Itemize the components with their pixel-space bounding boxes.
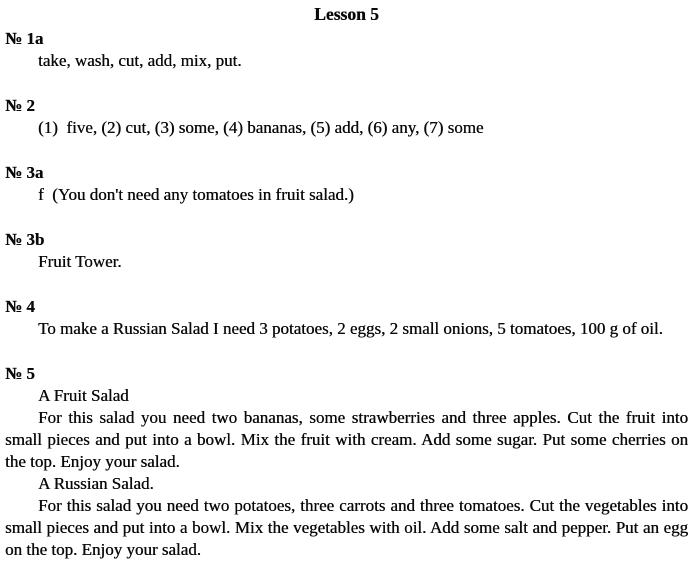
section-heading: № 3a	[5, 163, 44, 182]
section-2	[5, 95, 688, 139]
section-paragraph: For this salad you need two potatoes, three carrots and three tomatoes. Cut the vegetables into small pieces and put into a bowl. Mix the vegetables with oil. Add some salt and pepper. Put an egg on the top. Enjoy your salad.	[5, 496, 688, 559]
section-heading: № 4	[5, 297, 35, 316]
section-paragraph: To make a Russian Salad I need 3 potatoes, 2 eggs, 2 small onions, 5 tomatoes, 100 g of oil.	[38, 319, 663, 338]
section-paragraph: For this salad you need two bananas, some strawberries and three apples. Cut the fruit into small pieces and put into a bowl. Mix the fruit with cream. Add some sugar. Put some cherries on the top. Enjoy your salad.	[5, 408, 688, 471]
section-1a	[5, 28, 688, 72]
section-heading: № 5	[5, 364, 35, 383]
section-paragraph: take, wash, cut, add, mix, put.	[38, 51, 242, 70]
section-paragraph: A Fruit Salad	[38, 386, 129, 405]
section-3a	[5, 162, 688, 206]
section-paragraph: f (You don't need any tomatoes in fruit salad.)	[38, 185, 354, 204]
section-heading: № 1a	[5, 29, 44, 48]
section-paragraph: Fruit Tower.	[38, 252, 122, 271]
section-3b	[5, 229, 688, 273]
section-heading: № 2	[5, 96, 35, 115]
section-heading: № 3b	[5, 230, 45, 249]
section-paragraph: (1) five, (2) cut, (3) some, (4) bananas, (5) add, (6) any, (7) some	[38, 118, 484, 137]
section-5	[5, 363, 688, 561]
section-paragraph: A Russian Salad.	[38, 474, 154, 493]
section-4	[5, 296, 688, 340]
page-title: Lesson 5	[314, 4, 379, 24]
